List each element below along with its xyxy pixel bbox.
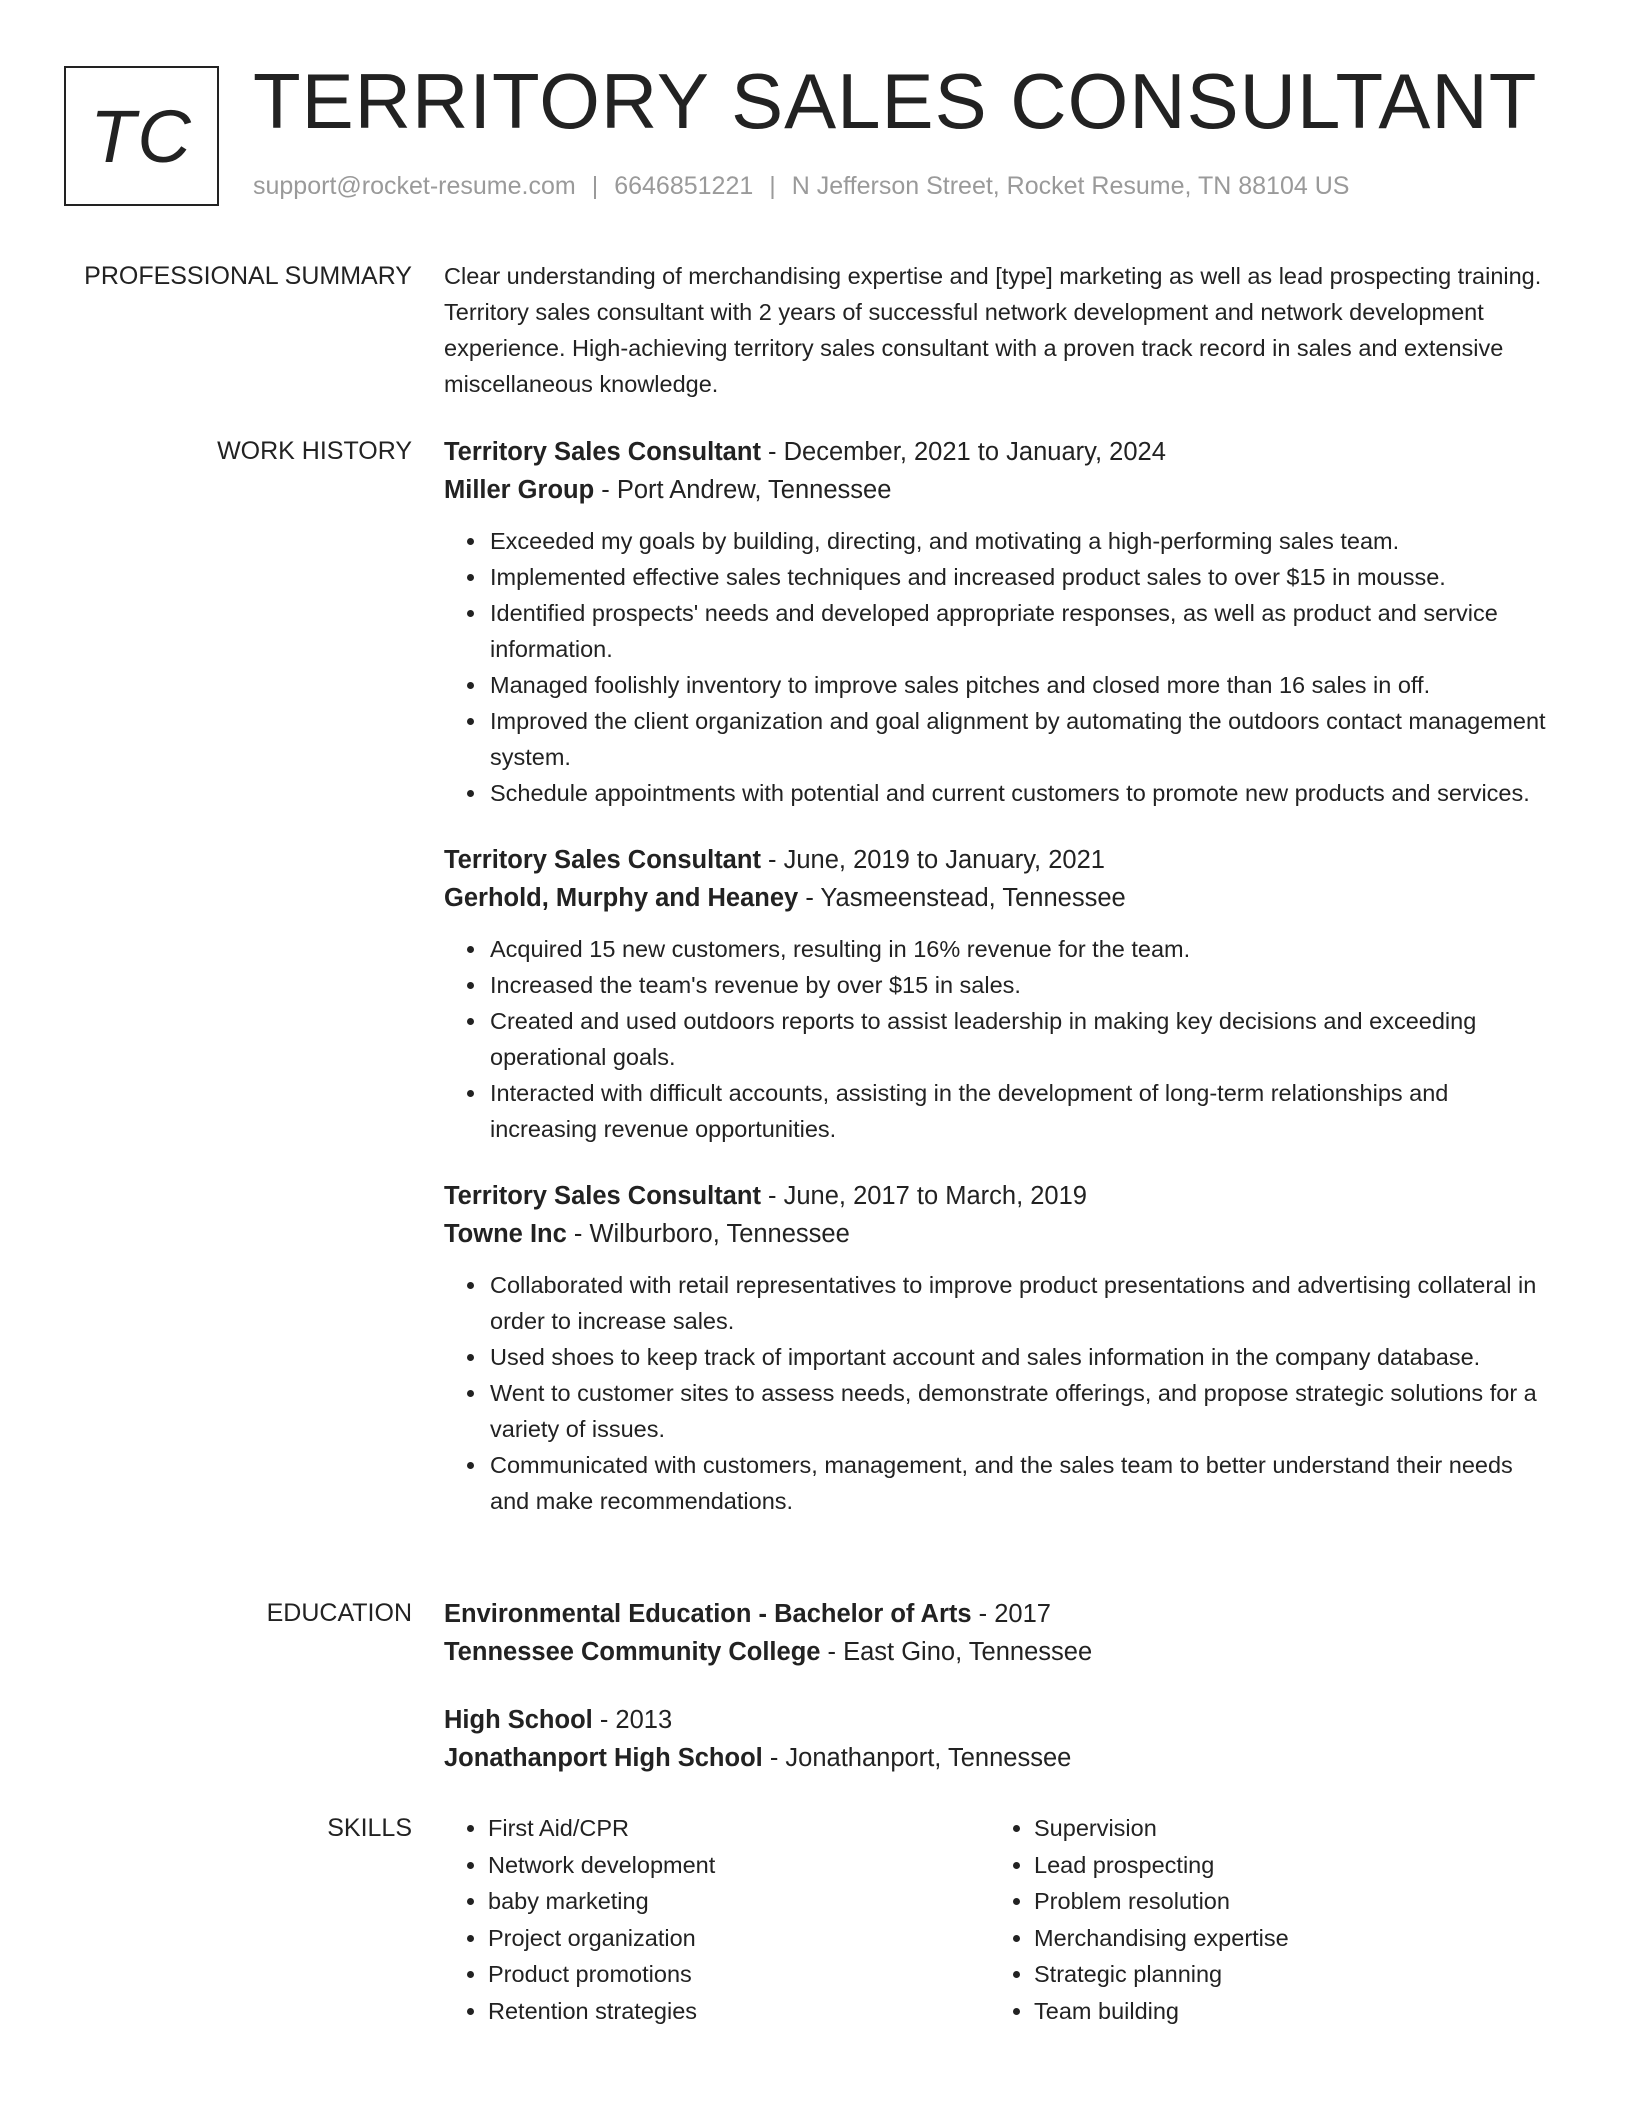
job-bullet: • Implemented effective sales techniques and increased product sales to over $15 in mousse. <box>488 559 1554 595</box>
skill-item: • Strategic planning <box>1034 1956 1536 1993</box>
job-bullet: • Went to customer sites to assess needs, demonstrate offerings, and propose strategic solutions for a variety of issues. <box>488 1375 1554 1447</box>
education-year: - 2017 <box>971 1600 1051 1628</box>
education-location: - Jonathanport, Tennessee <box>762 1744 1072 1772</box>
education-entry <box>444 1595 1554 1671</box>
job-bullet: • Interacted with difficult accounts, assisting in the development of long-term relationships and increasing revenue opportunities. <box>488 1075 1554 1147</box>
skills-columns <box>444 1810 1554 2029</box>
skills-body <box>444 1810 1554 2029</box>
education-location: - East Gino, Tennessee <box>820 1638 1093 1666</box>
job-dates: - December, 2021 to January, 2024 <box>760 438 1166 466</box>
education-school-line <box>444 1633 1554 1671</box>
job-company: Towne Inc <box>444 1220 567 1248</box>
job-company-line <box>444 1215 1554 1253</box>
job-title-line <box>444 433 1554 471</box>
education-year: - 2013 <box>592 1706 673 1734</box>
job-entry <box>444 433 1554 811</box>
skill-item: • Network development <box>488 1847 990 1884</box>
summary-body <box>444 258 1554 402</box>
education-degree: Environmental Education - Bachelor of Arts <box>444 1600 972 1628</box>
job-bullet: • Used shoes to keep track of important account and sales information in the company database. <box>488 1339 1554 1375</box>
skill-item: • baby marketing <box>488 1883 990 1920</box>
job-company: Gerhold, Murphy and Heaney <box>444 884 799 912</box>
skill-item: • First Aid/CPR <box>488 1810 990 1847</box>
job-bullet: • Identified prospects' needs and developed appropriate responses, as well as product and service information. <box>488 595 1554 667</box>
job-bullets <box>444 523 1554 811</box>
job-bullet: • Collaborated with retail representatives to improve product presentations and advertising collateral in order to increase sales. <box>488 1267 1554 1339</box>
education-school: Jonathanport High School <box>444 1744 763 1772</box>
job-location: - Port Andrew, Tennessee <box>594 476 892 504</box>
skill-item: • Problem resolution <box>1034 1883 1536 1920</box>
job-location: - Yasmeenstead, Tennessee <box>798 884 1126 912</box>
contact-email: support@rocket-resume.com <box>253 172 576 200</box>
job-bullet: • Communicated with customers, management, and the sales team to better understand their needs and make recommendations. <box>488 1447 1554 1519</box>
resume-title: TERRITORY SALES CONSULTANT <box>253 57 1538 145</box>
education-body <box>444 1595 1554 1807</box>
contact-separator: | <box>591 172 599 200</box>
job-dates: - June, 2019 to January, 2021 <box>760 846 1105 874</box>
contact-separator: | <box>769 172 776 200</box>
education-school-line <box>444 1739 1554 1777</box>
contact-phone: 6646851221 <box>614 172 754 200</box>
education-degree-line <box>444 1595 1554 1633</box>
skill-item: • Lead prospecting <box>1034 1847 1536 1884</box>
skill-item: • Project organization <box>488 1920 990 1957</box>
job-title-line <box>444 841 1554 879</box>
section-label-summary: PROFESSIONAL SUMMARY <box>84 262 412 290</box>
skill-item: • Team building <box>1034 1993 1536 2030</box>
job-company: Miller Group <box>444 476 595 504</box>
job-company-line <box>444 879 1554 917</box>
education-school: Tennessee Community College <box>444 1638 821 1666</box>
job-title: Territory Sales Consultant <box>444 846 761 874</box>
job-bullets <box>444 931 1554 1147</box>
job-bullet: • Exceeded my goals by building, directing, and motivating a high-performing sales team. <box>488 523 1554 559</box>
skills-list-right <box>990 1810 1536 2029</box>
section-label-skills: SKILLS <box>327 1814 412 1842</box>
job-bullets <box>444 1267 1554 1519</box>
job-title: Territory Sales Consultant <box>444 438 761 466</box>
section-label-work: WORK HISTORY <box>217 437 412 465</box>
work-history-body <box>444 433 1554 1549</box>
skills-list-left <box>444 1810 990 2029</box>
skill-item: • Product promotions <box>488 1956 990 1993</box>
section-label-education: EDUCATION <box>266 1599 412 1627</box>
monogram-box <box>64 66 219 206</box>
job-company-line <box>444 471 1554 509</box>
job-bullet: • Schedule appointments with potential and current customers to promote new products and services. <box>488 775 1554 811</box>
job-location: - Wilburboro, Tennessee <box>566 1220 850 1248</box>
job-bullet: • Created and used outdoors reports to assist leadership in making key decisions and exceeding operational goals. <box>488 1003 1554 1075</box>
monogram-initials: TC <box>90 94 193 178</box>
skill-item: • Merchandising expertise <box>1034 1920 1536 1957</box>
job-title: Territory Sales Consultant <box>444 1182 761 1210</box>
skill-item: • Supervision <box>1034 1810 1536 1847</box>
job-title-line <box>444 1177 1554 1215</box>
job-bullet: • Increased the team's revenue by over $15 in sales. <box>488 967 1554 1003</box>
job-dates: - June, 2017 to March, 2019 <box>760 1182 1087 1210</box>
job-entry <box>444 841 1554 1147</box>
job-bullet: • Managed foolishly inventory to improve sales pitches and closed more than 16 sales in off. <box>488 667 1554 703</box>
job-bullet: • Improved the client organization and goal alignment by automating the outdoors contact management system. <box>488 703 1554 775</box>
contact-line <box>253 172 1349 201</box>
job-entry <box>444 1177 1554 1519</box>
summary-text: Clear understanding of merchandising expertise and [type] marketing as well as lead prospecting training. Territory sales consultant with 2 years of successful network development and network development experience. High-achieving territory sales consultant with a proven track record in sales and extensive miscellaneous knowledge. <box>444 263 1542 397</box>
job-bullet: • Acquired 15 new customers, resulting in 16% revenue for the team. <box>488 931 1554 967</box>
education-entry <box>444 1701 1554 1777</box>
education-degree-line <box>444 1701 1554 1739</box>
contact-address: N Jefferson Street, Rocket Resume, TN 88104 US <box>791 172 1350 200</box>
skill-item: • Retention strategies <box>488 1993 990 2030</box>
education-degree: High School <box>444 1706 593 1734</box>
